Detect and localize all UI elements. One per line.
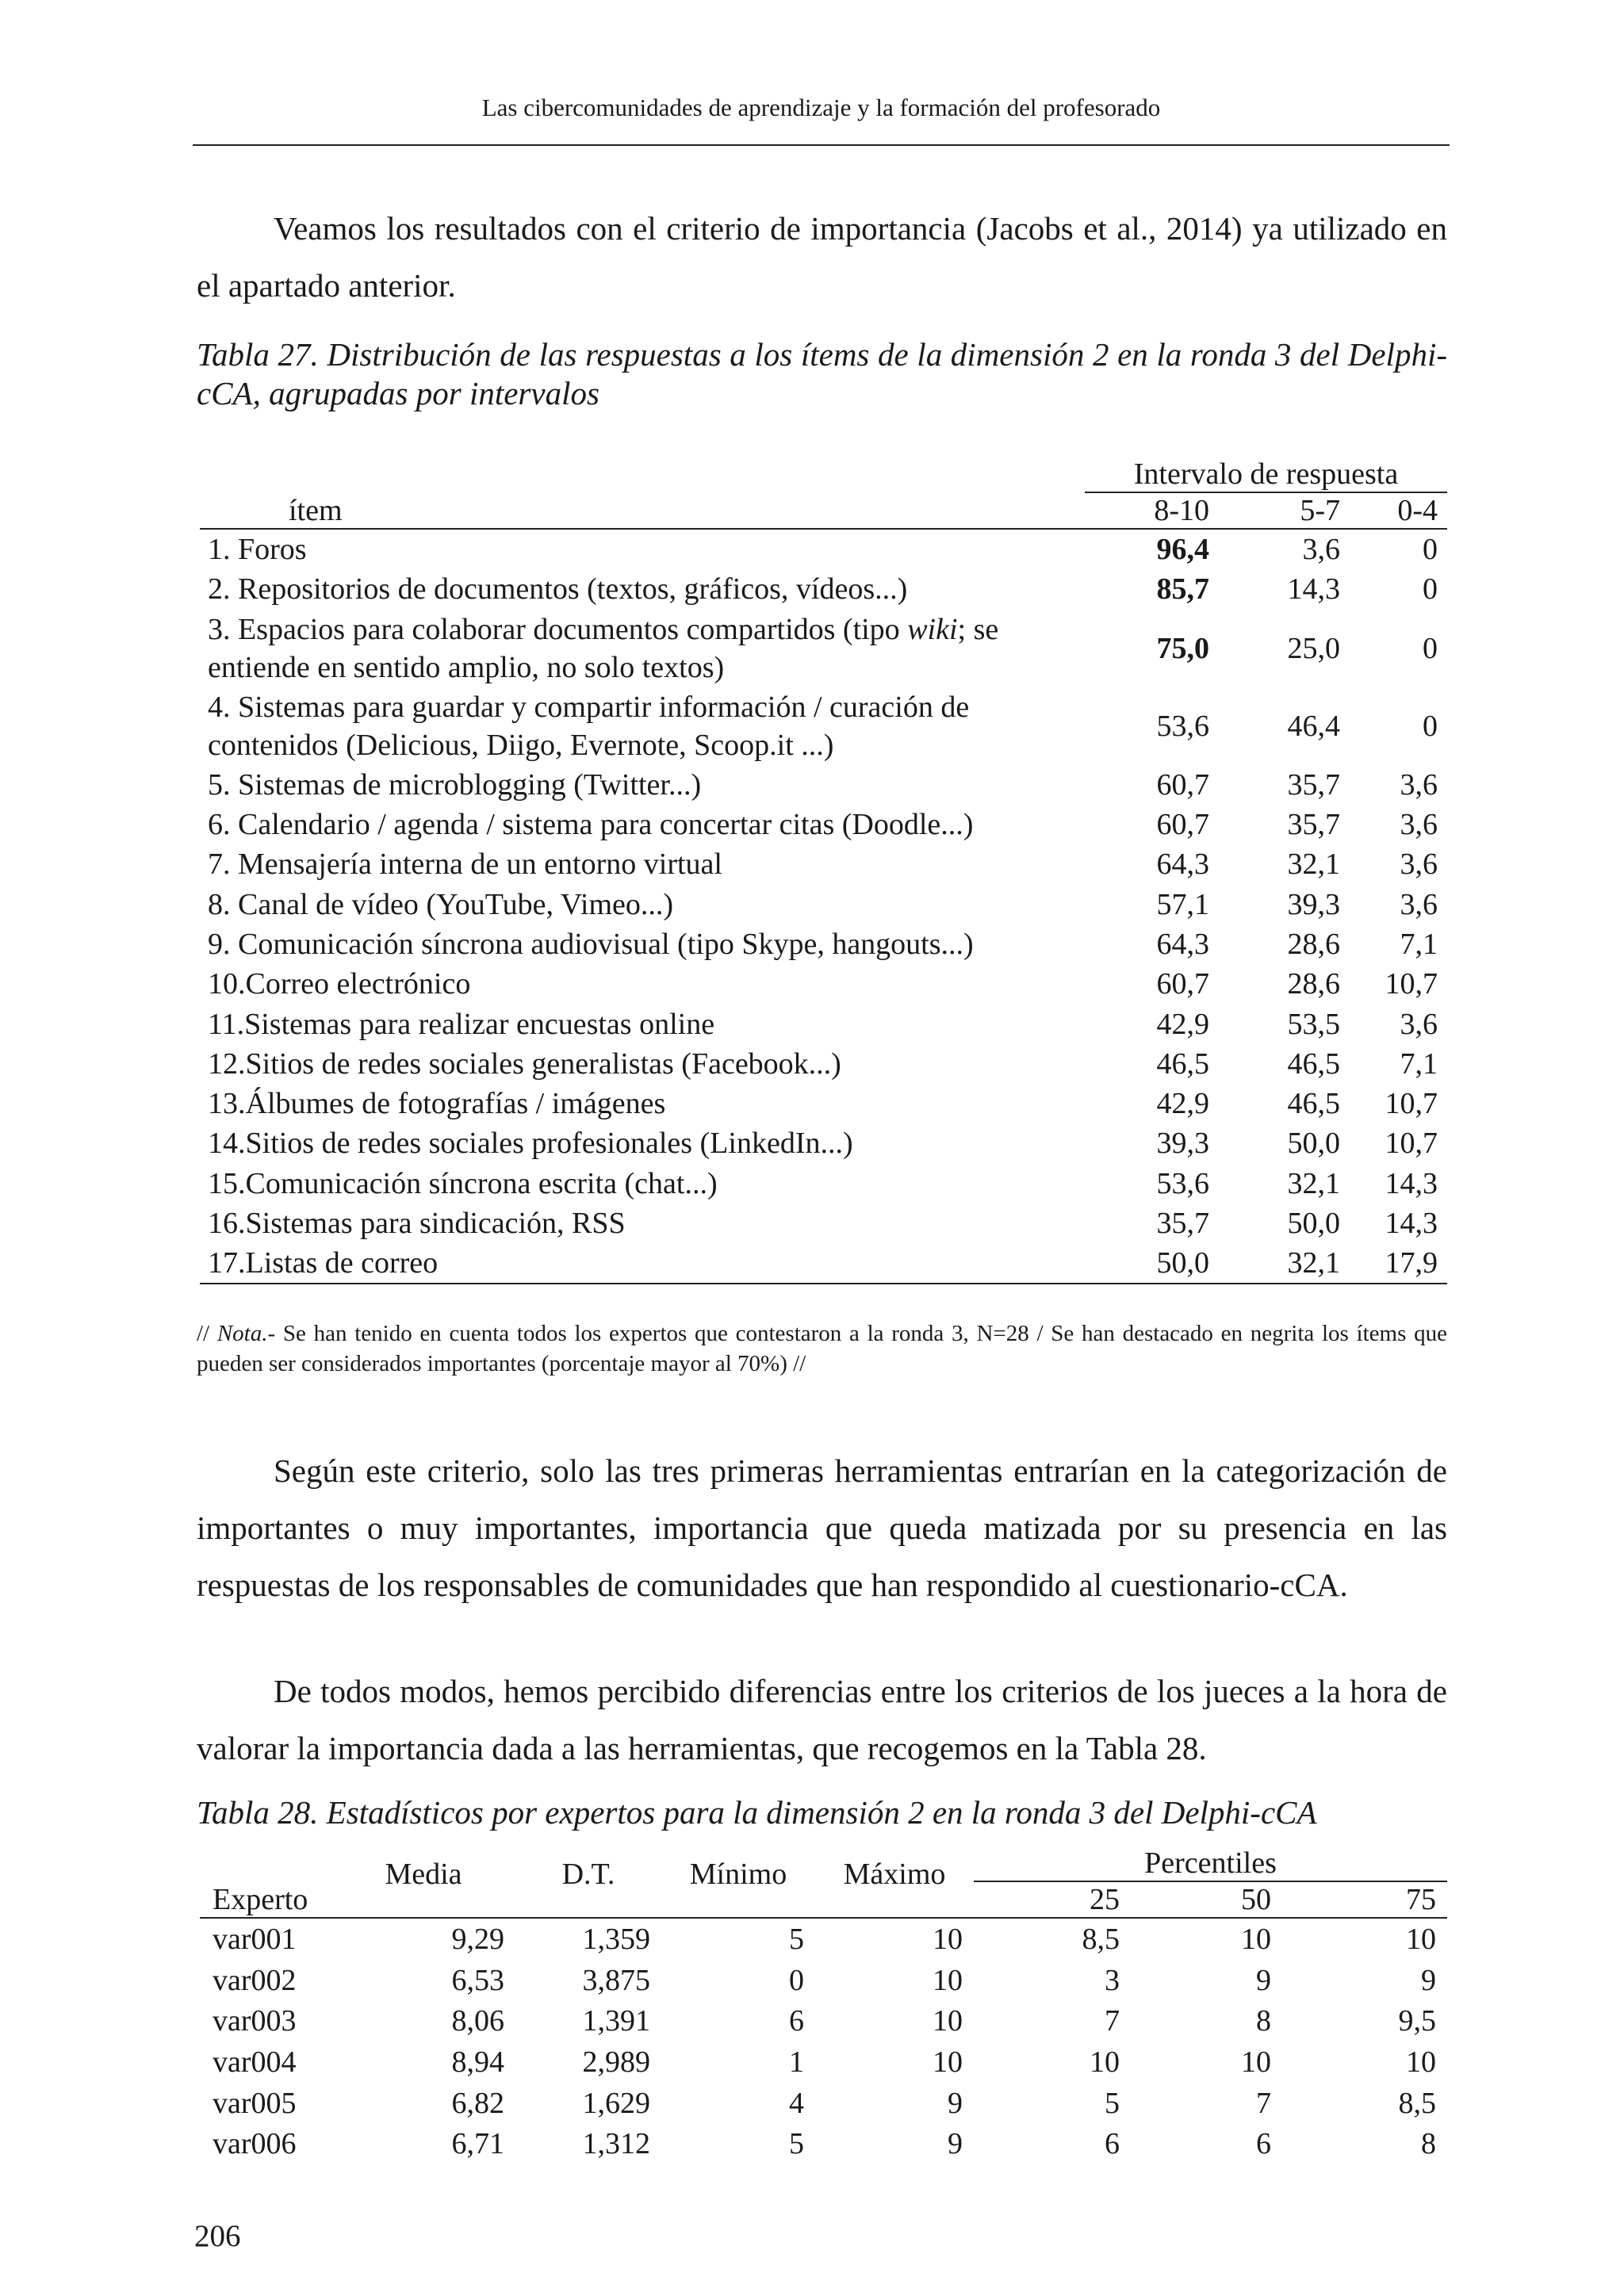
value-8-10: 50,0 — [1085, 1243, 1227, 1284]
experto-cell: var006 — [213, 2127, 297, 2161]
p25-cell: 7 — [1105, 2004, 1120, 2038]
maximo-cell: 10 — [933, 2004, 963, 2038]
value-8-10: 60,7 — [1156, 808, 1209, 842]
value-8-10: 64,3 — [1156, 927, 1209, 961]
experto-cell: var001 — [213, 1922, 297, 1956]
item-label: 4. Sistemas para guardar y compartir información / curación de contenidos (Delicious, Diigo, Evernote, Scoop.it ...) — [208, 690, 970, 762]
item-label: 14.Sitios de redes sociales profesionales (LinkedIn...) — [208, 1127, 853, 1161]
value-8-10: 46,5 — [1156, 1047, 1209, 1081]
header-rule — [193, 144, 1450, 146]
table-row — [200, 529, 1447, 569]
value-0-4: 0 — [1423, 631, 1438, 665]
value-5-7: 53,5 — [1287, 1007, 1340, 1041]
value-5-7: 50,0 — [1287, 1127, 1340, 1161]
table27-note — [197, 1318, 1447, 1379]
value-0-4: 3,6 — [1400, 767, 1438, 802]
item-label-part: ; se entiende en sentido amplio, no solo textos) — [208, 612, 999, 684]
table28-header-row-1 — [200, 1846, 1447, 1881]
value-0-4: 10,7 — [1385, 1127, 1438, 1161]
p75-header: 75 — [1282, 1881, 1447, 1918]
table-row — [200, 1084, 1447, 1123]
value-0-4: 7,1 — [1400, 927, 1438, 961]
percentiles-header: Percentiles — [974, 1846, 1447, 1881]
table27-caption: Tabla 27. Distribución de las respuestas a los ítems de la dimensión 2 en la ronda 3 del Delphi-cCA, agrupadas por intervalos — [197, 336, 1447, 411]
col-header-5-7: 5-7 — [1227, 492, 1356, 529]
item-label: 15.Comunicación síncrona escrita (chat...) — [208, 1166, 718, 1200]
value-5-7: 46,4 — [1287, 709, 1340, 743]
table-row — [200, 1243, 1447, 1284]
p75-cell: 8,5 — [1398, 2086, 1437, 2120]
value-8-10: 64,3 — [1156, 848, 1209, 882]
item-label: 11.Sistemas para realizar encuestas online — [208, 1007, 715, 1041]
value-8-10: 85,7 — [1156, 572, 1209, 607]
table-row — [200, 805, 1447, 844]
value-8-10: 96,4 — [1156, 533, 1209, 567]
table27-header-row — [200, 492, 1447, 529]
value-0-4: 3,6 — [1400, 808, 1438, 842]
table-row — [200, 2000, 1447, 2042]
p75-cell: 10 — [1406, 1922, 1437, 1956]
value-0-4: 3,6 — [1400, 887, 1438, 921]
p25-cell: 6 — [1105, 2127, 1120, 2161]
value-0-4: 14,3 — [1385, 1166, 1438, 1200]
table-row — [200, 1960, 1447, 2001]
table-row — [200, 924, 1447, 964]
value-8-10: 39,3 — [1156, 1127, 1209, 1161]
p50-cell: 10 — [1241, 2045, 1271, 2079]
table-row — [200, 1044, 1447, 1084]
table-row — [200, 1203, 1447, 1243]
value-8-10: 75,0 — [1156, 631, 1209, 665]
value-0-4: 0 — [1423, 709, 1438, 743]
paragraph-2: Según este criterio, solo las tres primeras herramientas entrarían en la categorización de importantes o muy importantes, importancia que queda matizada por su presencia en las respuestas de los responsables de comunidades que han respondido al cuestionario-cCA. — [197, 1452, 1447, 1603]
item-label: 9. Comunicación síncrona audiovisual (tipo Skype, hangouts...) — [208, 927, 974, 961]
table-row — [200, 2123, 1447, 2164]
dt-cell: 1,629 — [582, 2086, 650, 2120]
note-text: - Se han tenido en cuenta todos los expertos que contestaron a la ronda 3, N=28 / Se han destacado en negrita los ítems que pueden ser considerados importantes (porcentaje mayor al 70%) // — [197, 1321, 1447, 1376]
value-0-4: 10,7 — [1385, 967, 1438, 1001]
media-cell: 6,71 — [451, 2127, 504, 2161]
value-5-7: 28,6 — [1287, 927, 1340, 961]
dt-cell: 1,359 — [582, 1922, 650, 1956]
table-row — [200, 1918, 1447, 1960]
maximo-cell: 10 — [933, 1963, 963, 1997]
minimo-header: Mínimo — [661, 1846, 815, 1918]
minimo-cell: 5 — [789, 2127, 804, 2161]
value-8-10: 42,9 — [1156, 1007, 1209, 1041]
value-0-4: 10,7 — [1385, 1087, 1438, 1121]
item-label: 1. Foros — [208, 533, 307, 567]
p75-cell: 9,5 — [1398, 2004, 1437, 2038]
minimo-cell: 1 — [789, 2045, 804, 2079]
page-number: 206 — [194, 2219, 241, 2253]
table-row — [200, 844, 1447, 884]
item-label: 10.Correo electrónico — [208, 967, 471, 1001]
value-5-7: 32,1 — [1227, 1243, 1356, 1284]
table-row — [200, 687, 1447, 765]
p25-cell: 5 — [1105, 2086, 1120, 2120]
dt-cell: 1,391 — [582, 2004, 650, 2038]
p25-cell: 10 — [1090, 2045, 1120, 2079]
dt-cell: 2,989 — [582, 2045, 650, 2079]
table27-group-header-row — [200, 450, 1447, 492]
value-5-7: 50,0 — [1287, 1207, 1340, 1240]
p50-cell: 10 — [1241, 1922, 1271, 1956]
value-0-4: 0 — [1423, 572, 1438, 607]
p50-cell: 7 — [1256, 2086, 1271, 2120]
minimo-cell: 5 — [789, 1922, 804, 1956]
experto-header: Experto — [200, 1881, 331, 1918]
experto-cell: var004 — [213, 2045, 297, 2079]
experto-cell: var002 — [213, 1963, 297, 1997]
dt-cell: 3,875 — [582, 1963, 650, 1997]
media-cell: 6,82 — [451, 2086, 504, 2120]
note-label: Nota. — [216, 1321, 268, 1346]
table28-caption: Tabla 28. Estadísticos por expertos para la dimensión 2 en la ronda 3 del Delphi-cCA — [197, 1794, 1317, 1831]
running-head: Las cibercomunidades de aprendizaje y la formación del profesorado — [481, 94, 1161, 121]
minimo-cell: 6 — [789, 2004, 804, 2038]
item-label: 13.Álbumes de fotografías / imágenes — [208, 1087, 666, 1121]
value-5-7: 35,7 — [1287, 767, 1340, 802]
maximo-cell: 9 — [948, 2127, 963, 2161]
value-0-4: 17,9 — [1356, 1243, 1447, 1284]
p50-cell: 9 — [1256, 1963, 1271, 1997]
minimo-cell: 0 — [789, 1963, 804, 1997]
table-row — [200, 765, 1447, 805]
intro-paragraph: Veamos los resultados con el criterio de importancia (Jacobs et al., 2014) ya utilizado en el apartado anterior. — [197, 210, 1447, 304]
p75-cell: 10 — [1406, 2045, 1437, 2079]
maximo-cell: 10 — [933, 2045, 963, 2079]
item-label: 7. Mensajería interna de un entorno virtual — [208, 848, 722, 882]
maximo-cell: 10 — [933, 1922, 963, 1956]
value-5-7: 35,7 — [1287, 808, 1340, 842]
value-0-4: 3,6 — [1400, 848, 1438, 882]
value-5-7: 25,0 — [1287, 631, 1340, 665]
media-cell: 9,29 — [451, 1922, 504, 1956]
item-label-part: 3. Espacios para colaborar documentos compartidos (tipo — [208, 612, 908, 646]
table-row — [200, 884, 1447, 924]
table-row — [200, 1123, 1447, 1163]
item-label: 5. Sistemas de microblogging (Twitter...) — [208, 767, 702, 802]
dt-header: D.T. — [515, 1846, 661, 1918]
media-cell: 6,53 — [451, 1963, 504, 1997]
value-0-4: 0 — [1423, 533, 1438, 567]
value-5-7: 14,3 — [1287, 572, 1340, 607]
p25-cell: 3 — [1105, 1963, 1120, 1997]
media-cell: 8,94 — [451, 2045, 504, 2079]
value-8-10: 60,7 — [1156, 767, 1209, 802]
table-row — [200, 2042, 1447, 2083]
p75-cell: 9 — [1421, 1963, 1437, 1997]
note-prefix: // — [197, 1321, 217, 1346]
item-label: 12.Sitios de redes sociales generalistas (Facebook...) — [208, 1047, 841, 1081]
col-header-8-10: 8-10 — [1085, 492, 1227, 529]
p50-header: 50 — [1131, 1881, 1282, 1918]
value-5-7: 32,1 — [1287, 848, 1340, 882]
value-8-10: 57,1 — [1156, 887, 1209, 921]
media-header: Media — [331, 1846, 515, 1918]
table-row — [200, 610, 1447, 687]
maximo-header: Máximo — [815, 1846, 974, 1918]
value-8-10: 53,6 — [1156, 709, 1209, 743]
table-row — [200, 2083, 1447, 2124]
value-5-7: 39,3 — [1287, 887, 1340, 921]
value-5-7: 3,6 — [1302, 533, 1340, 567]
table-row — [200, 1164, 1447, 1203]
p50-cell: 6 — [1256, 2127, 1271, 2161]
table-row — [200, 569, 1447, 609]
paragraph-3: De todos modos, hemos percibido diferencias entre los criterios de los jueces a la hora de valorar la importancia dada a las herramientas, que recogemos en la Tabla 28. — [197, 1673, 1447, 1766]
item-label: 2. Repositorios de documentos (textos, gráficos, vídeos...) — [208, 572, 908, 607]
item-label: 6. Calendario / agenda / sistema para concertar citas (Doodle...) — [208, 808, 974, 842]
value-5-7: 46,5 — [1287, 1047, 1340, 1081]
table-28 — [200, 1846, 1447, 2164]
media-cell: 8,06 — [451, 2004, 504, 2038]
p25-header: 25 — [974, 1881, 1131, 1918]
value-5-7: 28,6 — [1287, 967, 1340, 1001]
item-label: 17.Listas de correo — [200, 1243, 1085, 1284]
value-0-4: 7,1 — [1400, 1047, 1438, 1081]
table-27 — [200, 450, 1447, 1284]
table-row — [200, 964, 1447, 1004]
item-column-header: ítem — [200, 492, 1085, 529]
minimo-cell: 4 — [789, 2086, 804, 2120]
p25-cell: 8,5 — [1082, 1922, 1120, 1956]
item-label-italic: wiki — [907, 612, 958, 646]
value-5-7: 46,5 — [1287, 1087, 1340, 1121]
experto-cell: var005 — [213, 2086, 297, 2120]
item-label: 8. Canal de vídeo (YouTube, Vimeo...) — [208, 887, 674, 921]
item-label — [200, 610, 1085, 687]
maximo-cell: 9 — [948, 2086, 963, 2120]
p75-cell: 8 — [1421, 2127, 1437, 2161]
p50-cell: 8 — [1256, 2004, 1271, 2038]
value-8-10: 60,7 — [1156, 967, 1209, 1001]
col-header-0-4: 0-4 — [1356, 492, 1447, 529]
value-0-4: 3,6 — [1400, 1007, 1438, 1041]
experto-cell: var003 — [213, 2004, 297, 2038]
value-8-10: 42,9 — [1156, 1087, 1209, 1121]
value-5-7: 32,1 — [1287, 1166, 1340, 1200]
table-row — [200, 1004, 1447, 1043]
interval-group-header: Intervalo de respuesta — [1085, 450, 1447, 492]
dt-cell: 1,312 — [582, 2127, 650, 2161]
item-label: 16.Sistemas para sindicación, RSS — [208, 1207, 626, 1240]
value-8-10: 53,6 — [1156, 1166, 1209, 1200]
value-0-4: 14,3 — [1385, 1207, 1438, 1240]
value-8-10: 35,7 — [1156, 1207, 1209, 1240]
